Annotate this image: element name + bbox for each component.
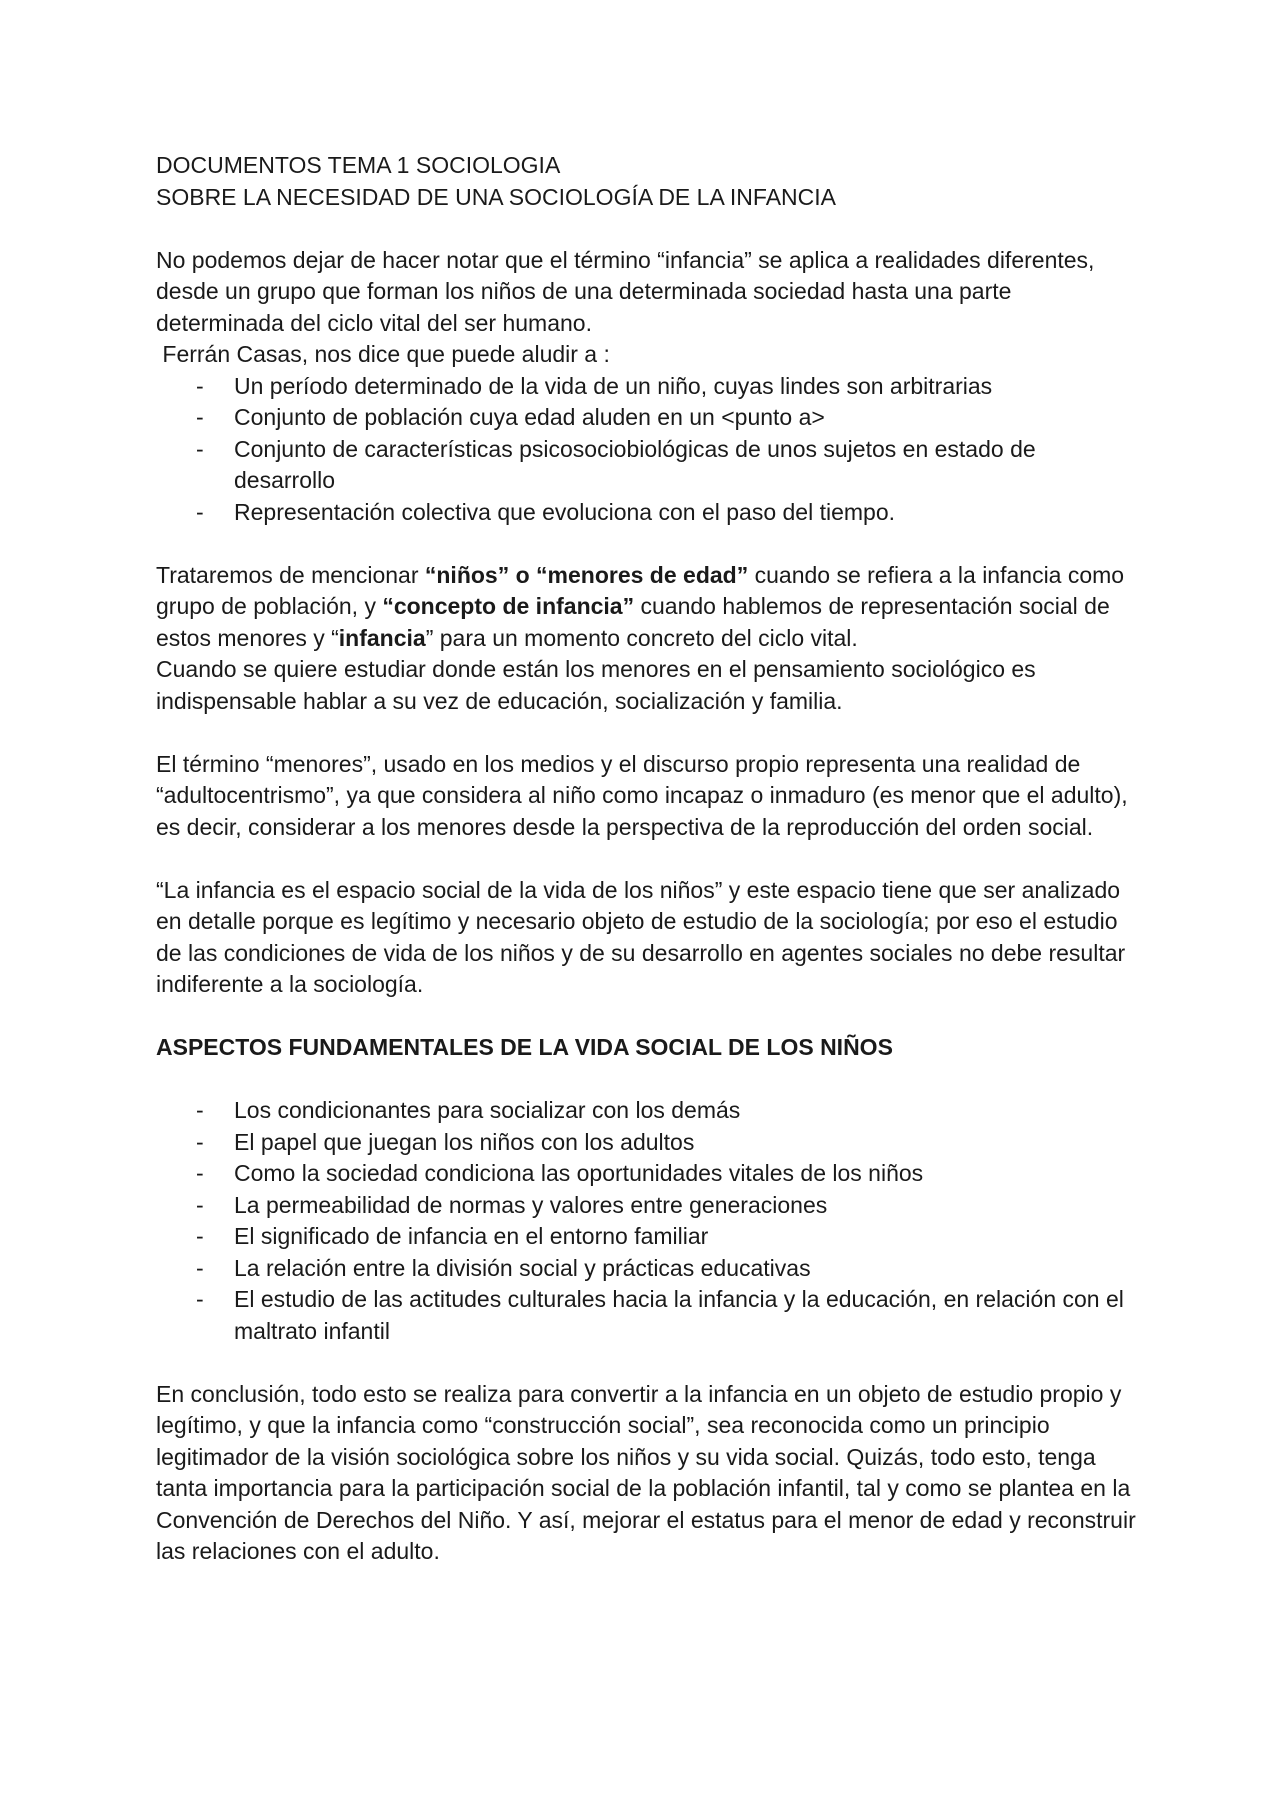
list-item: - Conjunto de características psicosociobiológicas de unos sujetos en estado de desarrollo bbox=[156, 434, 1136, 497]
study-paragraph: Cuando se quiere estudiar donde están los menores en el pensamiento sociológico es indispensable hablar a su vez de educación, socialización y familia. bbox=[156, 656, 1036, 714]
conclusion-paragraph: En conclusión, todo esto se realiza para convertir a la infancia en un objeto de estudio propio y legítimo, y que la infancia como “construcción social”, sea reconocida como un principio legitimador de la visión sociológica sobre los niños y su vida social. Quizás, todo esto, tenga tanta importancia para la participación social de la población infantil, tal y como se plantea en la Convención de Derechos del Niño. Y así, mejorar el estatus para el menor de edad y reconstruir las relaciones con el adulto. bbox=[156, 1380, 1136, 1564]
list-item: - La relación entre la división social y prácticas educativas bbox=[156, 1253, 1136, 1285]
list-item: - Representación colectiva que evoluciona con el paso del tiempo. bbox=[156, 497, 1136, 529]
terms-bold-infancia: infancia bbox=[338, 624, 426, 651]
terms-bold-concepto: “concepto de infancia” bbox=[382, 593, 635, 619]
terms-text: cuando hablemos de representación social de estos menores y “ bbox=[156, 593, 1117, 651]
spacer bbox=[156, 1064, 1136, 1096]
terms-text: Trataremos de mencionar bbox=[156, 561, 425, 588]
list-item: - El papel que juegan los niños con los adultos bbox=[156, 1127, 1136, 1159]
terms-bold-ninos: “niños” o “menores de edad” bbox=[424, 561, 749, 588]
terms-text: cuando se refiera a la infancia como grupo de población, y bbox=[156, 561, 1131, 619]
aspects-heading: ASPECTOS FUNDAMENTALES DE LA VIDA SOCIAL DE LOS NIÑOS bbox=[156, 1034, 893, 1060]
terms-paragraph bbox=[156, 560, 1136, 655]
spacer bbox=[156, 213, 1136, 245]
document-page bbox=[156, 150, 1136, 1568]
list-item: - Como la sociedad condiciona las oportunidades vitales de los niños bbox=[156, 1158, 1136, 1190]
document-subtitle: SOBRE LA NECESIDAD DE UNA SOCIOLOGÍA DE LA INFANCIA bbox=[156, 183, 836, 210]
spacer bbox=[156, 843, 1136, 875]
list-item: - Los condicionantes para socializar con los demás bbox=[156, 1095, 1136, 1127]
casas-list bbox=[156, 371, 1136, 529]
list-item: - La permeabilidad de normas y valores entre generaciones bbox=[156, 1190, 1136, 1222]
spacer bbox=[156, 1001, 1136, 1033]
list-item: - El estudio de las actitudes culturales hacia la infancia y la educación, en relación con el maltrato infantil bbox=[156, 1284, 1136, 1347]
list-item: - El significado de infancia en el entorno familiar bbox=[156, 1221, 1136, 1253]
espacio-paragraph: “La infancia es el espacio social de la vida de los niños” y este espacio tiene que ser analizado en detalle porque es legítimo y necesario objeto de estudio de la sociología; por eso el estudio de las condiciones de vida de los niños y de su desarrollo en agentes sociales no debe resultar indiferente a la sociología. bbox=[156, 876, 1126, 997]
spacer bbox=[156, 1347, 1136, 1379]
spacer bbox=[156, 717, 1136, 749]
spacer bbox=[156, 528, 1136, 560]
terms-text: ” para un momento concreto del ciclo vital. bbox=[425, 624, 858, 651]
list-item: - Un período determinado de la vida de un niño, cuyas lindes son arbitrarias bbox=[156, 371, 1136, 403]
menores-paragraph: El término “menores”, usado en los medios y el discurso propio representa una realidad de “adultocentrismo”, ya que considera al niño como incapaz o inmaduro (es menor que el adulto), es decir, considerar a los menores desde la perspectiva de la reproducción del orden social. bbox=[156, 750, 1128, 840]
aspects-list bbox=[156, 1095, 1136, 1347]
intro-paragraph: No podemos dejar de hacer notar que el término “infancia” se aplica a realidades diferentes, desde un grupo que forman los niños de una determinada sociedad hasta una parte determinada del ciclo vital del ser humano. bbox=[156, 246, 1095, 336]
casas-line: Ferrán Casas, nos dice que puede aludir a : bbox=[156, 341, 610, 367]
list-item: - Conjunto de población cuya edad aluden en un <punto a> bbox=[156, 402, 1136, 434]
document-title: DOCUMENTOS TEMA 1 SOCIOLOGIA bbox=[156, 152, 561, 178]
